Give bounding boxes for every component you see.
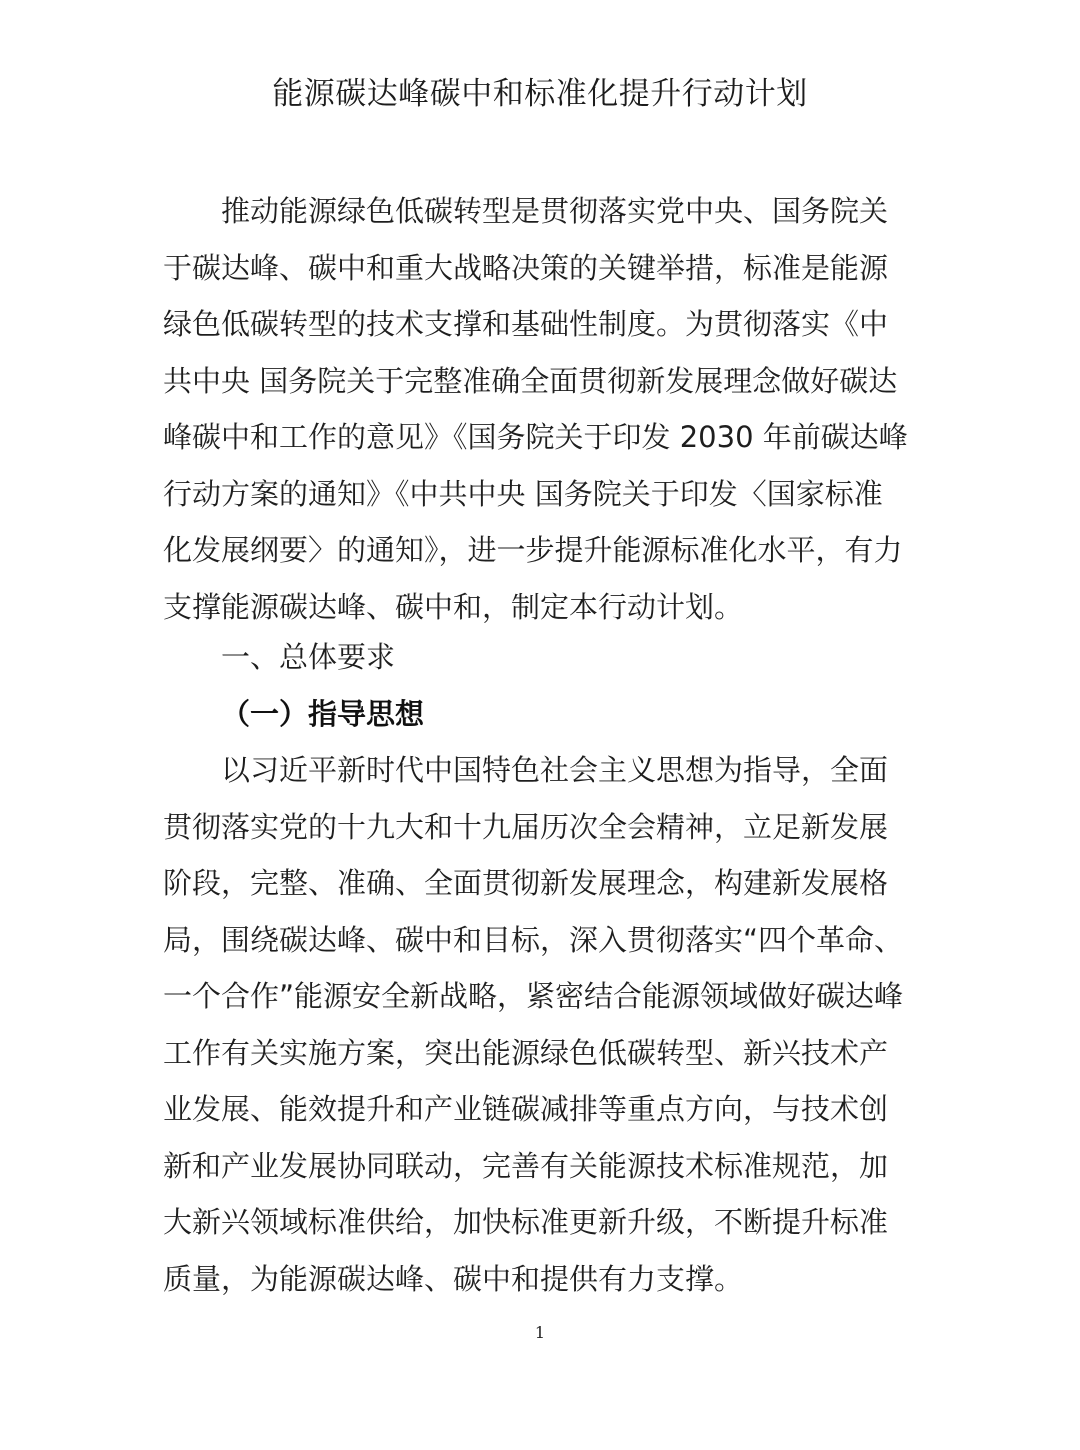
paragraph-line: 以习近平新时代中国特色社会主义思想为指导，全面	[221, 753, 889, 787]
paragraph-line: 化发展纲要〉的通知》，进一步提升能源标准化水平，有力	[163, 533, 903, 567]
paragraph-line: 一个合作”能源安全新战略，紧密结合能源领域做好碳达峰	[163, 979, 904, 1013]
paragraph-line: 业发展、能效提升和产业链碳减排等重点方向，与技术创	[163, 1092, 889, 1126]
paragraph-line: 贯彻落实党的十九大和十九届历次全会精神，立足新发展	[163, 809, 889, 844]
section-heading: 一、总体要求	[221, 640, 396, 674]
paragraph-line: 局，围绕碳达峰、碳中和目标，深入贯彻落实“四个革命、	[163, 922, 904, 957]
paragraph-line: 阶段，完整、准确、全面贯彻新发展理念，构建新发展格	[163, 866, 889, 900]
paragraph-line: 共中央 国务院关于完整准确全面贯彻新发展理念做好碳达	[163, 363, 898, 398]
paragraph-line: 质量，为能源碳达峰、碳中和提供有力支撑。	[163, 1261, 744, 1296]
section-headings	[163, 629, 923, 742]
paragraph-line: 行动方案的通知》《中共中央 国务院关于印发〈国家标准	[163, 476, 883, 511]
paragraph-line: 峰碳中和工作的意见》《国务院关于印发 2030 年前碳达峰	[163, 420, 908, 454]
intro-paragraph	[163, 183, 923, 635]
page-number: 1	[534, 1323, 546, 1342]
subsection-heading: （一）指导思想	[221, 696, 425, 731]
paragraph-line: 支撑能源碳达峰、碳中和，制定本行动计划。	[163, 589, 744, 624]
paragraph-line: 于碳达峰、碳中和重大战略决策的关键举措，标准是能源	[163, 250, 889, 285]
document-title: 能源碳达峰碳中和标准化提升行动计划	[272, 76, 808, 112]
paragraph-line: 推动能源绿色低碳转型是贯彻落实党中央、国务院关	[221, 194, 889, 228]
paragraph-line: 工作有关实施方案，突出能源绿色低碳转型、新兴技术产	[163, 1035, 889, 1070]
paragraph-line: 大新兴领域标准供给，加快标准更新升级，不断提升标准	[163, 1205, 889, 1239]
guiding-ideology-paragraph	[163, 742, 923, 1307]
paragraph-line: 新和产业发展协同联动，完善有关能源技术标准规范，加	[163, 1148, 889, 1183]
paragraph-line: 绿色低碳转型的技术支撑和基础性制度。为贯彻落实《中	[163, 307, 889, 341]
